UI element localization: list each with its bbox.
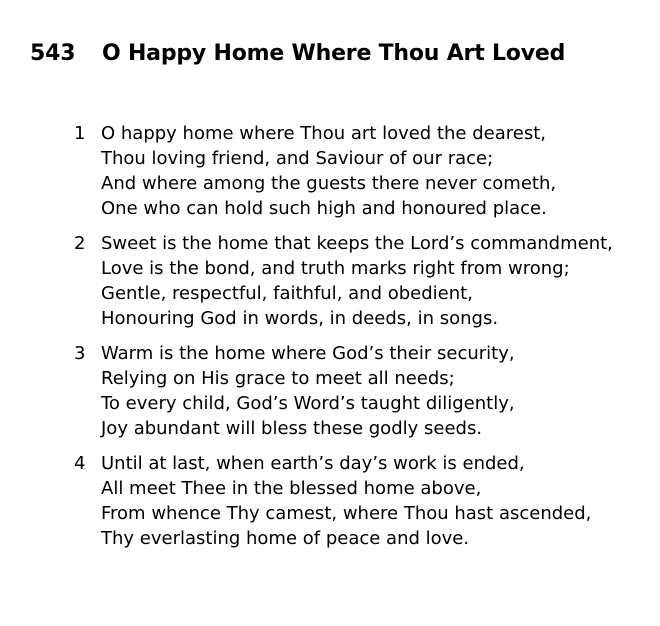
verse-lines	[101, 121, 654, 221]
verse-line: Until at last, when earth’s day’s work is ended,	[101, 453, 525, 474]
verses	[74, 121, 654, 561]
verse-number: 4	[74, 453, 86, 474]
verse-4	[74, 451, 654, 551]
verse-line: From whence Thy camest, where Thou hast ascended,	[101, 503, 592, 524]
verse-1	[74, 121, 654, 221]
verse-lines	[101, 451, 654, 551]
verse-line: Sweet is the home that keeps the Lord’s commandment,	[101, 233, 613, 254]
verse-number: 3	[74, 343, 86, 364]
verse-line: Warm is the home where God’s their security,	[101, 343, 515, 364]
verse-line: One who can hold such high and honoured place.	[101, 198, 547, 219]
verse-line: Thou loving friend, and Saviour of our race;	[101, 148, 494, 169]
verse-lines	[101, 231, 654, 331]
hymn-header	[30, 41, 565, 66]
verse-line: And where among the guests there never cometh,	[101, 173, 557, 194]
hymn-title: O Happy Home Where Thou Art Loved	[102, 41, 566, 66]
hymn-number: 543	[30, 41, 76, 66]
verse-line: Honouring God in words, in deeds, in songs.	[101, 308, 499, 329]
verse-line: To every child, God’s Word’s taught diligently,	[101, 393, 515, 414]
verse-line: Thy everlasting home of peace and love.	[101, 528, 470, 549]
verse-3	[74, 341, 654, 441]
verse-line: All meet Thee in the blessed home above,	[101, 478, 482, 499]
verse-number: 2	[74, 233, 86, 254]
verse-line: O happy home where Thou art loved the dearest,	[101, 123, 546, 144]
verse-line: Joy abundant will bless these godly seeds.	[101, 418, 483, 439]
verse-line: Gentle, respectful, faithful, and obedient,	[101, 283, 473, 304]
verse-line: Relying on His grace to meet all needs;	[101, 368, 455, 389]
verse-number: 1	[74, 123, 86, 144]
verse-2	[74, 231, 654, 331]
verse-lines	[101, 341, 654, 441]
verse-line: Love is the bond, and truth marks right from wrong;	[101, 258, 570, 279]
